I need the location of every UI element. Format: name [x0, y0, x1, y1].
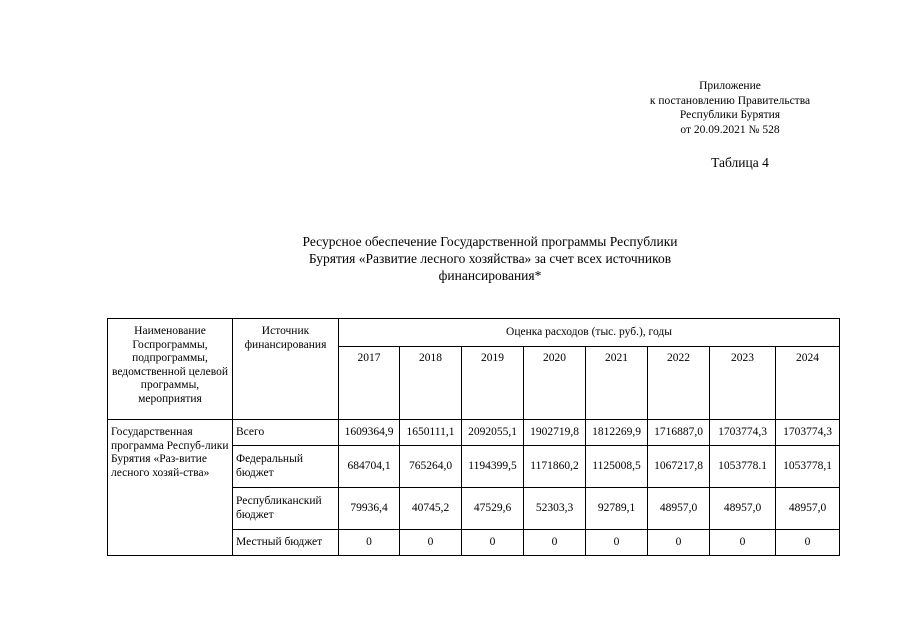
value-cell: 1194399,5 — [462, 446, 524, 488]
value-cell: 48957,0 — [776, 488, 840, 530]
appendix-line: к постановлению Правительства — [649, 94, 811, 107]
value-cell: 684704,1 — [339, 446, 400, 488]
year-cell: 2023 — [710, 347, 776, 420]
value-cell: 1125008,5 — [586, 446, 648, 488]
value-cell: 0 — [524, 530, 586, 556]
year-cell: 2017 — [339, 347, 400, 420]
title-line: финансирования* — [438, 268, 542, 283]
source-cell: Всего — [233, 420, 339, 446]
value-cell: 0 — [462, 530, 524, 556]
year-cell: 2018 — [400, 347, 462, 420]
year-cell: 2021 — [586, 347, 648, 420]
table-number: Таблица 4 — [711, 155, 769, 170]
value-cell: 92789,1 — [586, 488, 648, 530]
table-row — [108, 420, 840, 446]
value-cell: 48957,0 — [710, 488, 776, 530]
value-cell: 1716887,0 — [648, 420, 710, 446]
resource-table — [107, 318, 840, 556]
value-cell: 1053778.1 — [710, 446, 776, 488]
value-cell: 0 — [339, 530, 400, 556]
value-cell: 765264,0 — [400, 446, 462, 488]
value-cell: 48957,0 — [648, 488, 710, 530]
year-cell: 2022 — [648, 347, 710, 420]
year-cell: 2020 — [524, 347, 586, 420]
header-row — [108, 319, 840, 347]
source-cell: Республиканский бюджет — [233, 488, 339, 530]
value-cell: 0 — [400, 530, 462, 556]
header-source-cell: Источник финансирования — [233, 319, 339, 420]
value-cell: 1812269,9 — [586, 420, 648, 446]
value-cell: 1650111,1 — [400, 420, 462, 446]
source-cell: Федеральный бюджет — [233, 446, 339, 488]
value-cell: 0 — [776, 530, 840, 556]
appendix-line: Республики Бурятия — [679, 109, 781, 121]
value-cell: 0 — [648, 530, 710, 556]
source-cell: Местный бюджет — [233, 530, 339, 556]
value-cell: 2092055,1 — [462, 420, 524, 446]
year-cell: 2019 — [462, 347, 524, 420]
value-cell: 47529,6 — [462, 488, 524, 530]
appendix-line: от 20.09.2021 № 528 — [680, 123, 780, 136]
value-cell: 0 — [710, 530, 776, 556]
year-cell: 2024 — [776, 347, 840, 420]
value-cell: 1609364,9 — [339, 420, 400, 446]
title-line: Ресурсное обеспечение Государственной программы Республики — [302, 234, 678, 249]
value-cell: 52303,3 — [524, 488, 586, 530]
value-cell: 1171860,2 — [524, 446, 586, 488]
header-costs-cell: Оценка расходов (тыс. руб.), годы — [339, 319, 840, 347]
value-cell: 79936,4 — [339, 488, 400, 530]
value-cell: 1703774,3 — [776, 420, 840, 446]
value-cell: 1902719,8 — [524, 420, 586, 446]
header-name-cell: Наименование Госпрограммы, подпрограммы, ведомственной целевой программы, мероприятия — [108, 319, 233, 420]
value-cell: 0 — [586, 530, 648, 556]
value-cell: 1053778,1 — [776, 446, 840, 488]
appendix-line: Приложение — [699, 80, 761, 92]
appendix-note — [600, 79, 860, 137]
title-line: Бурятия «Развитие лесного хозяйства» за счет всех источников — [308, 251, 672, 266]
document-title — [250, 233, 730, 284]
value-cell: 1703774,3 — [710, 420, 776, 446]
program-name-cell: Государственная программа Респуб-лики Бурятия «Раз-витие лесного хозяй-ства» — [108, 420, 233, 556]
value-cell: 1067217,8 — [648, 446, 710, 488]
value-cell: 40745,2 — [400, 488, 462, 530]
